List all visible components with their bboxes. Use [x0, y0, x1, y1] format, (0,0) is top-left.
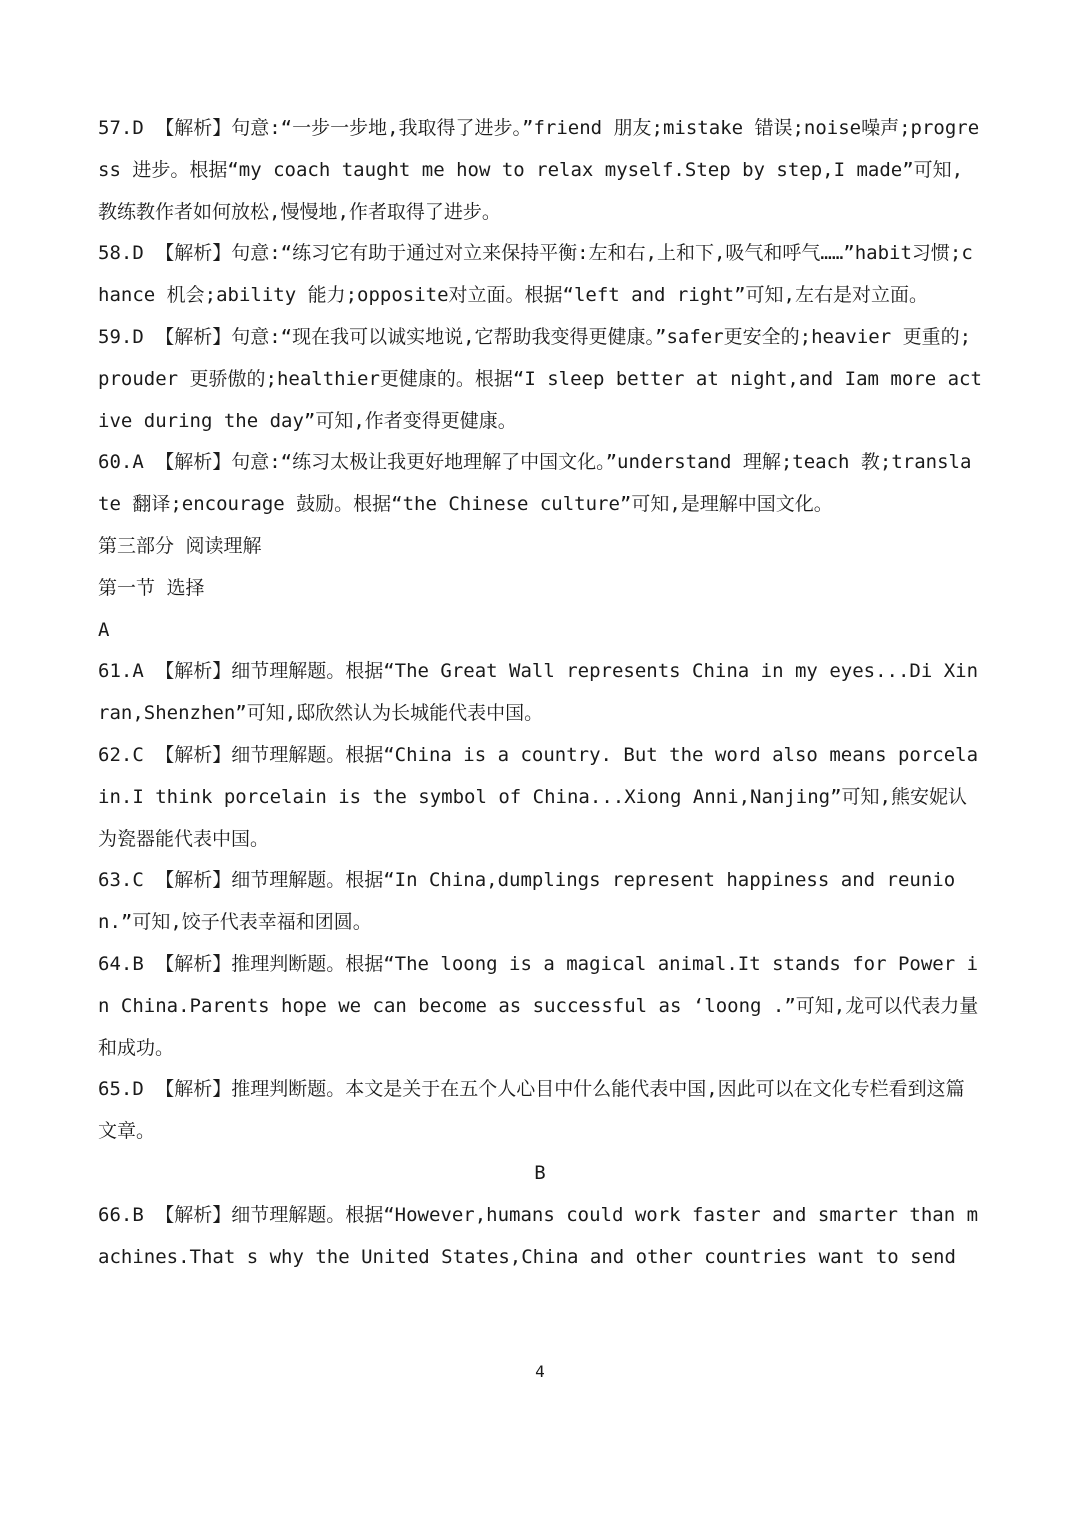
answer-65: 65.D 【解析】推理判断题。本文是关于在五个人心目中什么能代表中国,因此可以在文化专栏看到这篇文章。 [98, 1078, 965, 1143]
answer-60: 60.A 【解析】句意:“练习太极让我更好地理解了中国文化。”understand 理解;teach 教;translate 翻译;encourage 鼓励。根据“the Chinese culture”可知,是理解中国文化。 [98, 451, 972, 516]
section-one-heading: 第一节 选择 [98, 576, 205, 599]
answer-57: 57.D 【解析】句意:“一步一步地,我取得了进步。”friend 朋友;mistake 错误;noise噪声;progress 进步。根据“my coach taught me how to relax myself.Step by step,I made”可知,教练教作者如何放松,慢慢地,作者取得了进步。 [98, 117, 980, 223]
part-three-heading: 第三部分 阅读理解 [98, 534, 262, 557]
answer-66: 66.B 【解析】细节理解题。根据“However,humans could work faster and smarter than machines.That s why the United States,China and other countries want to send [98, 1203, 979, 1268]
passage-a-label: A [98, 618, 110, 641]
answer-58: 58.D 【解析】句意:“练习它有助于通过对立来保持平衡:左和右,上和下,吸气和呼气……”habit习惯;chance 机会;ability 能力;opposite对立面。根据“left and right”可知,左右是对立面。 [98, 242, 973, 307]
answer-63: 63.C 【解析】细节理解题。根据“In China,dumplings represent happiness and reunion.”可知,饺子代表幸福和团圆。 [98, 869, 956, 934]
answer-64: 64.B 【解析】推理判断题。根据“The loong is a magical animal.It stands for Power in China.Parents hope we can become as successful as ‘loong .”可知,龙可以代表力量和成功。 [98, 952, 979, 1059]
answer-61: 61.A 【解析】细节理解题。根据“The Great Wall represents China in my eyes...Di Xinran,Shenzhen”可知,邸欣然认为长城能代表中国。 [98, 660, 979, 725]
answer-62: 62.C 【解析】细节理解题。根据“China is a country. But the word also means porcelain.I think porcelain is the symbol of China...Xiong Anni,Nanjing”可知,熊安妮认为瓷器能代表中国。 [98, 743, 979, 850]
page-number: 4 [535, 1362, 545, 1381]
answer-explanations [98, 108, 982, 1278]
passage-b-label: B [534, 1161, 546, 1184]
answer-59: 59.D 【解析】句意:“现在我可以诚实地说,它帮助我变得更健康。”safer更安全的;heavier 更重的;prouder 更骄傲的;healthier更健康的。根据“I sleep better at night,and Iam more active during the day”可知,作者变得更健康。 [98, 325, 982, 432]
